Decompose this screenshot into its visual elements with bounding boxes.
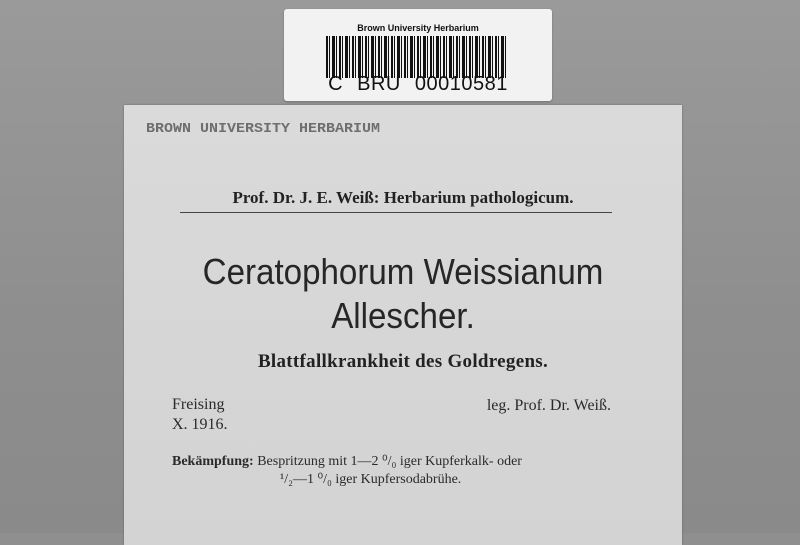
- specimen-label: [124, 105, 682, 545]
- species-line-2: Allescher.: [331, 295, 475, 336]
- label-header: Prof. Dr. J. E. Weiß: Herbarium pathologicum.: [232, 188, 574, 207]
- header-divider: [180, 212, 612, 213]
- treatment-note: [172, 453, 612, 489]
- locality: Freising: [172, 396, 225, 413]
- collection-info: [172, 395, 228, 435]
- collection-date: X. 1916.: [172, 416, 228, 433]
- species-name: [146, 250, 659, 338]
- barcode-number: C BRU 00010581: [328, 73, 508, 95]
- herbarium-stamp: BROWN UNIVERSITY HERBARIUM: [146, 120, 381, 137]
- treatment-line-2: ¹/₂—1 ⁰/₀ iger Kupfersodabrühe.: [280, 472, 462, 487]
- treatment-label: Bekämpfung:: [172, 454, 254, 469]
- species-line-1: Ceratophorum Weissianum: [202, 251, 604, 292]
- barcode-image: [326, 36, 506, 78]
- treatment-line-1: Bespritzung mit 1—2 ⁰/₀ iger Kupferkalk- oder: [257, 454, 522, 469]
- collector: leg. Prof. Dr. Weiß.: [486, 397, 611, 414]
- barcode-institution: Brown University Herbarium: [357, 23, 479, 33]
- common-name: Blattfallkrankheit des Goldregens.: [257, 351, 549, 372]
- barcode-label: [284, 9, 552, 101]
